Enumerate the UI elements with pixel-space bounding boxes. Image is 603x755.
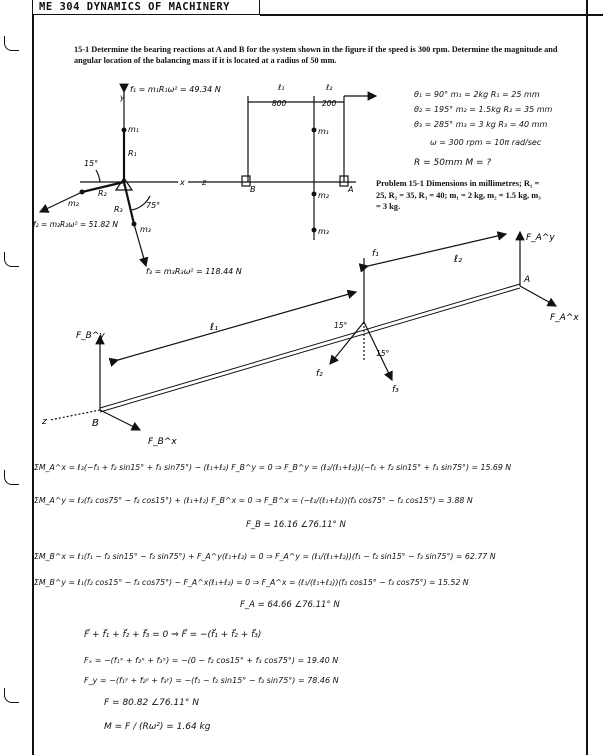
iso-FBx-arrow [100, 410, 140, 430]
iso-l2-dim [368, 234, 506, 266]
iso-label-15b: 15° [376, 349, 390, 358]
equation-F-result: F = 80.82 ∠76.11° N [104, 698, 199, 708]
iso-label-f2: f₂ [316, 369, 323, 379]
equation-sum-MAy: ΣM_A^y = ℓ₂(f₃ cos75° − f₂ cos15°) + (ℓ₁+ℓ₂) F_B^x = 0 ⇒ F_B^x = (−ℓ₂/(ℓ₁+ℓ₂))(f₃ cos75° − f₂ cos15°) = 3.88 N [34, 496, 473, 505]
iso-label-15a: 15° [334, 321, 348, 330]
label-y: y [120, 93, 125, 102]
equation-Fy: F_y = −(f₁ʸ + f₂ʸ + f₃ʸ) = −(f₁ − f₂ sin15° − f₃ sin75°) = 78.46 N [84, 676, 339, 685]
given-row-5: R = 50mm M = ? [414, 158, 492, 168]
label-200: 200 [322, 99, 337, 108]
equation-sum-MBy: ΣM_B^y = ℓ₁(f₂ cos15° − f₃ cos75°) − F_A^x(ℓ₁+ℓ₂) = 0 ⇒ F_A^x = (ℓ₁/(ℓ₁+ℓ₂))(f₂ cos15° − f₃ cos75°) = 15.52 N [34, 578, 469, 587]
side-m3-dot [312, 228, 317, 233]
iso-FAx-arrow [520, 286, 556, 306]
side-m1-dot [312, 128, 317, 133]
iso-shaft-bottom [100, 288, 520, 412]
equation-sum-MBx: ΣM_B^x = ℓ₁(f₁ − f₂ sin15° − f₃ sin75°) + F_A^y(ℓ₁+ℓ₂) = 0 ⇒ F_A^y = (ℓ₁/(ℓ₁+ℓ₂))(f₁ − f₂ sin15° − f₃ sin75°) = 62.77 N [34, 552, 496, 561]
iso-label-FAy: F_A^y [526, 233, 555, 243]
dimensions-caption: Problem 15-1 Dimensions in millimetres; R₁ = 25, R₂ = 35, R₃ = 40; m₁ = 2 kg, m₂ = 1.5 kg, m₃ = 3 kg. [376, 179, 541, 211]
label-m2: m₂ [68, 199, 79, 208]
iso-shaft-top [100, 284, 520, 408]
label-l2: ℓ₂ [326, 83, 333, 92]
label-R3: R₃ [114, 205, 123, 214]
iso-label-l1: ℓ₁ [210, 322, 219, 333]
angle-15-arc [96, 170, 100, 182]
side-label-m1: m₁ [318, 127, 329, 136]
equation-balance-vector: F⃗ + f⃗₁ + f⃗₂ + f⃗₃ = 0 ⇒ F⃗ = −(f⃗₁ + f⃗₂ + f⃗₃) [84, 630, 262, 640]
label-B: B [250, 185, 256, 194]
label-800: 800 [272, 99, 287, 108]
iso-label-FAx: F_A^x [550, 313, 579, 323]
label-R1: R₁ [128, 149, 137, 158]
problem-statement: 15-1 Determine the bearing reactions at A and B for the system shown in the figure if the speed is 300 rpm. Determine the magnitude and angular location of the balancing mass if it is located at a radius of 50 mm. [74, 45, 558, 65]
given-row-4: ω = 300 rpm = 10π rad/sec [430, 138, 542, 147]
iso-label-FBx: F_B^x [148, 437, 177, 447]
iso-l1-dim [118, 292, 356, 360]
given-row-3: θ₃ = 285° m₃ = 3 kg R₃ = 40 mm [414, 120, 548, 129]
mass-m3-dot [132, 222, 137, 227]
iso-label-l2: ℓ₂ [454, 254, 463, 265]
label-angle-75: 75° [146, 201, 161, 210]
equation-FA-result: F_A = 64.66 ∠76.11° N [240, 600, 340, 610]
label-angle-15: 15° [84, 159, 99, 168]
label-z: z [202, 178, 207, 187]
iso-label-FBy: F_B^y [76, 331, 105, 341]
equation-sum-MAx: ΣM_A^x = ℓ₂(−f₁ + f₂ sin15° + f₃ sin75°) − (ℓ₁+ℓ₂) F_B^y = 0 ⇒ F_B^y = (ℓ₂/(ℓ₁+ℓ₂))(−f₁ + f₂ sin15° + f₃ sin75°) = 15.69 N [34, 463, 512, 472]
label-f1: f₁ = m₁R₁ω² = 49.34 N [130, 85, 221, 94]
equation-mass-result: M = F / (Rω²) = 1.64 kg [104, 722, 211, 732]
arm-r3 [124, 182, 134, 224]
label-R2: R₂ [98, 189, 107, 198]
equation-Fx: Fₓ = −(f₁ˣ + f₂ˣ + f₃ˣ) = −(0 − f₂ cos15° + f₃ cos75°) = 19.40 N [84, 656, 339, 665]
iso-label-B: B [92, 418, 99, 429]
given-row-2: θ₂ = 195° m₂ = 1.5kg R₂ = 35 mm [414, 105, 553, 114]
mass-m1-dot [122, 128, 127, 133]
label-m3: m₃ [140, 225, 151, 234]
label-x: x [180, 178, 185, 187]
iso-label-z: z [42, 417, 47, 427]
label-m1: m₁ [128, 125, 139, 134]
equation-FB-result: F_B = 16.16 ∠76.11° N [246, 520, 346, 530]
label-A: A [348, 185, 354, 194]
iso-label-A: A [524, 275, 531, 285]
label-l1: ℓ₁ [278, 83, 285, 92]
iso-label-f3: f₃ [392, 385, 399, 395]
side-label-m3: m₃ [318, 227, 329, 236]
course-header: ME 304 DYNAMICS OF MACHINERY [32, 0, 260, 15]
bearing-B-icon [242, 176, 250, 186]
label-f2: f₂ = m₂R₂ω² = 51.82 N [33, 220, 119, 229]
mass-dots [80, 128, 317, 233]
iso-label-f1: f₁ [372, 249, 379, 259]
side-m2-dot [312, 192, 317, 197]
mass-m2-dot [80, 190, 85, 195]
side-label-m2: m₂ [318, 191, 329, 200]
label-f3: f₃ = m₃R₃ω² = 118.44 N [146, 267, 242, 276]
given-row-1: θ₁ = 90° m₁ = 2kg R₁ = 25 mm [414, 90, 540, 99]
